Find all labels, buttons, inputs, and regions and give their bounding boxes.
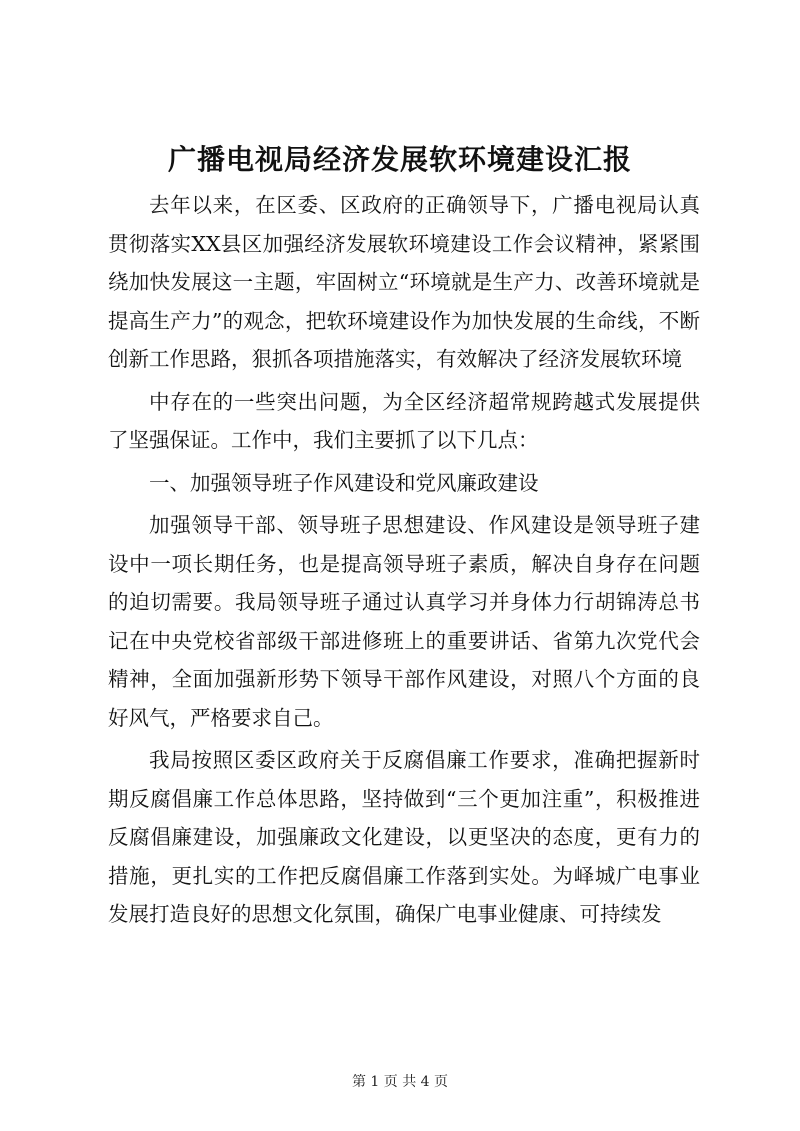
paragraph-continuation: 中存在的一些突出问题，为全区经济超常规跨越式发展提供了坚强保证。工作中，我们主要抓了以下几点： (108, 389, 700, 452)
paragraph-leadership: 加强领导干部、领导班子思想建设、作风建设是领导班子建设中一项长期任务，也是提高领导班子素质，解决自身存在问题的迫切需要。我局领导班子通过认真学习并身体力行胡锦涛总书记在中央党校省部级干部进修班上的重要讲话、省第九次党代会精神，全面加强新形势下领导干部作风建设，对照八个方面的良好风气，严格要求自己。 (108, 513, 700, 730)
document-title: 广播电视局经济发展软环境建设汇报 (167, 143, 632, 176)
page-footer: 第 1 页 共 4 页 (351, 1074, 449, 1090)
document-body (108, 186, 700, 934)
paragraph-intro: 去年以来，在区委、区政府的正确领导下，广播电视局认真贯彻落实XX县区加强经济发展软环境建设工作会议精神，紧紧围绕加快发展这一主题，牢固树立“环境就是生产力、改善环境就是提高生产力”的观念，把软环境建设作为加快发展的生命线，不断创新工作思路，狠抓各项措施落实，有效解决了经济发展软环境 (108, 193, 700, 371)
paragraph-anticorruption: 我局按照区委区政府关于反腐倡廉工作要求，准确把握新时期反腐倡廉工作总体思路，坚持做到“三个更加注重”，积极推进反腐倡廉建设，加强廉政文化建设，以更坚决的态度，更有力的措施，更扎实的工作把反腐倡廉工作落到实处。为峄城广电事业发展打造良好的思想文化氛围，确保广电事业健康、可持续发 (108, 748, 700, 926)
section-heading: 一、加强领导班子作风建设和党风廉政建设 (149, 470, 539, 495)
